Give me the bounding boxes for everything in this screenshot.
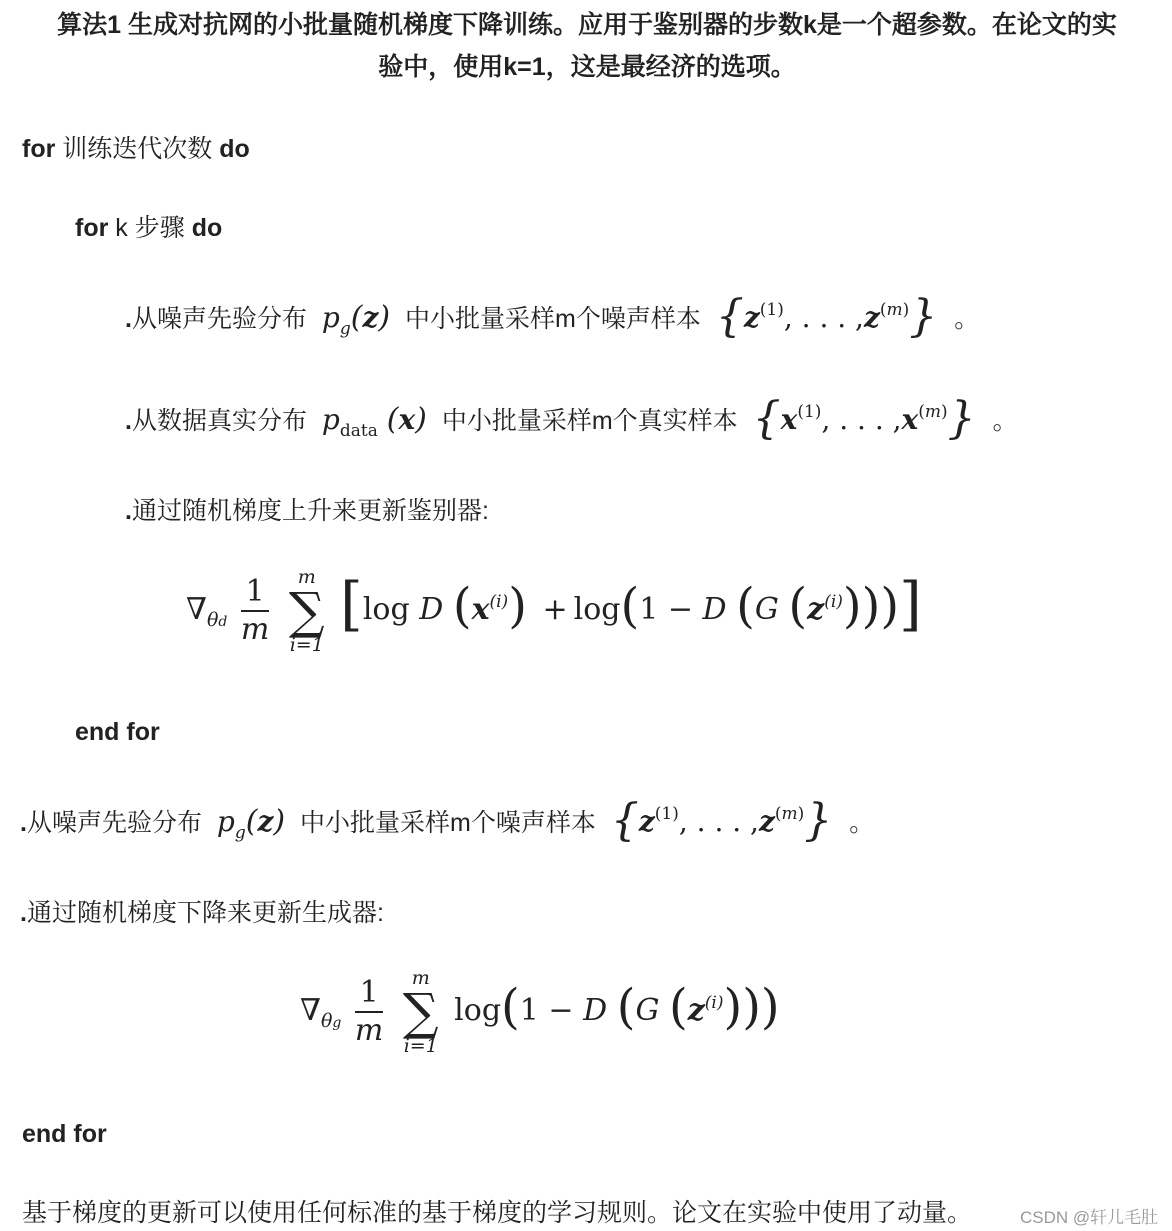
step4-text-before: 从噪声先验分布 [26, 809, 202, 837]
csdn-watermark: CSDN @轩儿毛肚 [1020, 1208, 1159, 1227]
step-sample-data [125, 393, 1018, 444]
step-update-discriminator [125, 494, 489, 528]
summation: m ∑ i=1 [288, 566, 325, 656]
outer-loop-header [22, 132, 250, 166]
step-sample-noise-g [20, 795, 875, 846]
outer-for-keyword: for [22, 135, 56, 163]
noise-prior-math: $p_g(z)$ [321, 300, 391, 339]
step4-end-mark: 。 [849, 809, 875, 837]
discriminator-gradient-formula: $\nabla_{\theta d}$ $\frac{1}{m}$ m ∑ i=1 [log D $(x^{(i)}) + \log(1 - D$ (G $(z^{(i)})$))] [186, 566, 922, 656]
step5-text: 通过随机梯度下降来更新生成器: [26, 899, 384, 927]
step2-text-before: 从数据真实分布 [131, 407, 307, 435]
step-sample-noise-d [125, 291, 980, 342]
step1-bullet: . [125, 305, 132, 333]
step1-end-mark: 。 [954, 305, 980, 333]
noise-sample-set-math: {$z^{(1)}$, . . . $,z^{(m)}$} [715, 291, 938, 342]
step-update-generator [20, 896, 384, 930]
step5-bullet: . [20, 899, 27, 927]
inner-loop-text: k 步骤 [115, 214, 185, 242]
step4-bullet: . [20, 809, 27, 837]
noise-prior-math-2: $p_g(z)$ [216, 804, 286, 843]
footer-note: 基于梯度的更新可以使用任何标准的基于梯度的学习规则。论文在实验中使用了动量。 [22, 1199, 973, 1227]
one-over-m-fraction: $\frac{1}{m}$ [240, 574, 270, 647]
inner-end-for: end for [75, 718, 160, 746]
step4-text-after: 中小批量采样m个噪声样本 [300, 809, 596, 837]
noise-sample-set-math-2: {$z^{(1)}$, . . . $,z^{(m)}$} [610, 795, 833, 846]
algorithm-caption [14, 4, 1160, 88]
data-sample-set-math: {$x^{(1)}$, . . . $,x^{(m)}$} [752, 393, 976, 444]
step2-end-mark: 。 [992, 407, 1018, 435]
step1-text-after: 中小批量采样m个噪声样本 [405, 305, 701, 333]
step1-text-before: 从噪声先验分布 [131, 305, 307, 333]
caption-line-1: 算法1 生成对抗网的小批量随机梯度下降训练。应用于鉴别器的步数k是一个超参数。在论文的实 [57, 11, 1117, 39]
data-distribution-math: $p_{data}$ (x) [321, 402, 427, 441]
caption-line-2: 验中，使用k=1，这是最经济的选项。 [378, 53, 796, 81]
step2-text-after: 中小批量采样m个真实样本 [441, 407, 738, 435]
outer-loop-text: 训练迭代次数 [62, 135, 213, 163]
inner-for-keyword: for [75, 214, 109, 242]
outer-end-for: end for [22, 1120, 107, 1148]
one-over-m-fraction-2: $\frac{1}{m}$ [354, 975, 384, 1048]
summation-2: m ∑ i=1 [402, 967, 439, 1057]
inner-do-keyword: do [191, 214, 223, 242]
outer-do-keyword: do [219, 135, 250, 163]
generator-gradient-formula: $\nabla_{\theta g}$ $\frac{1}{m}$ m ∑ i=1 log(1 − D (G $(z^{(i)})$)) [300, 967, 780, 1057]
step3-text: 通过随机梯度上升来更新鉴别器: [131, 497, 489, 525]
step3-bullet: . [125, 497, 132, 525]
inner-loop-header [75, 211, 222, 245]
step2-bullet: . [125, 407, 132, 435]
